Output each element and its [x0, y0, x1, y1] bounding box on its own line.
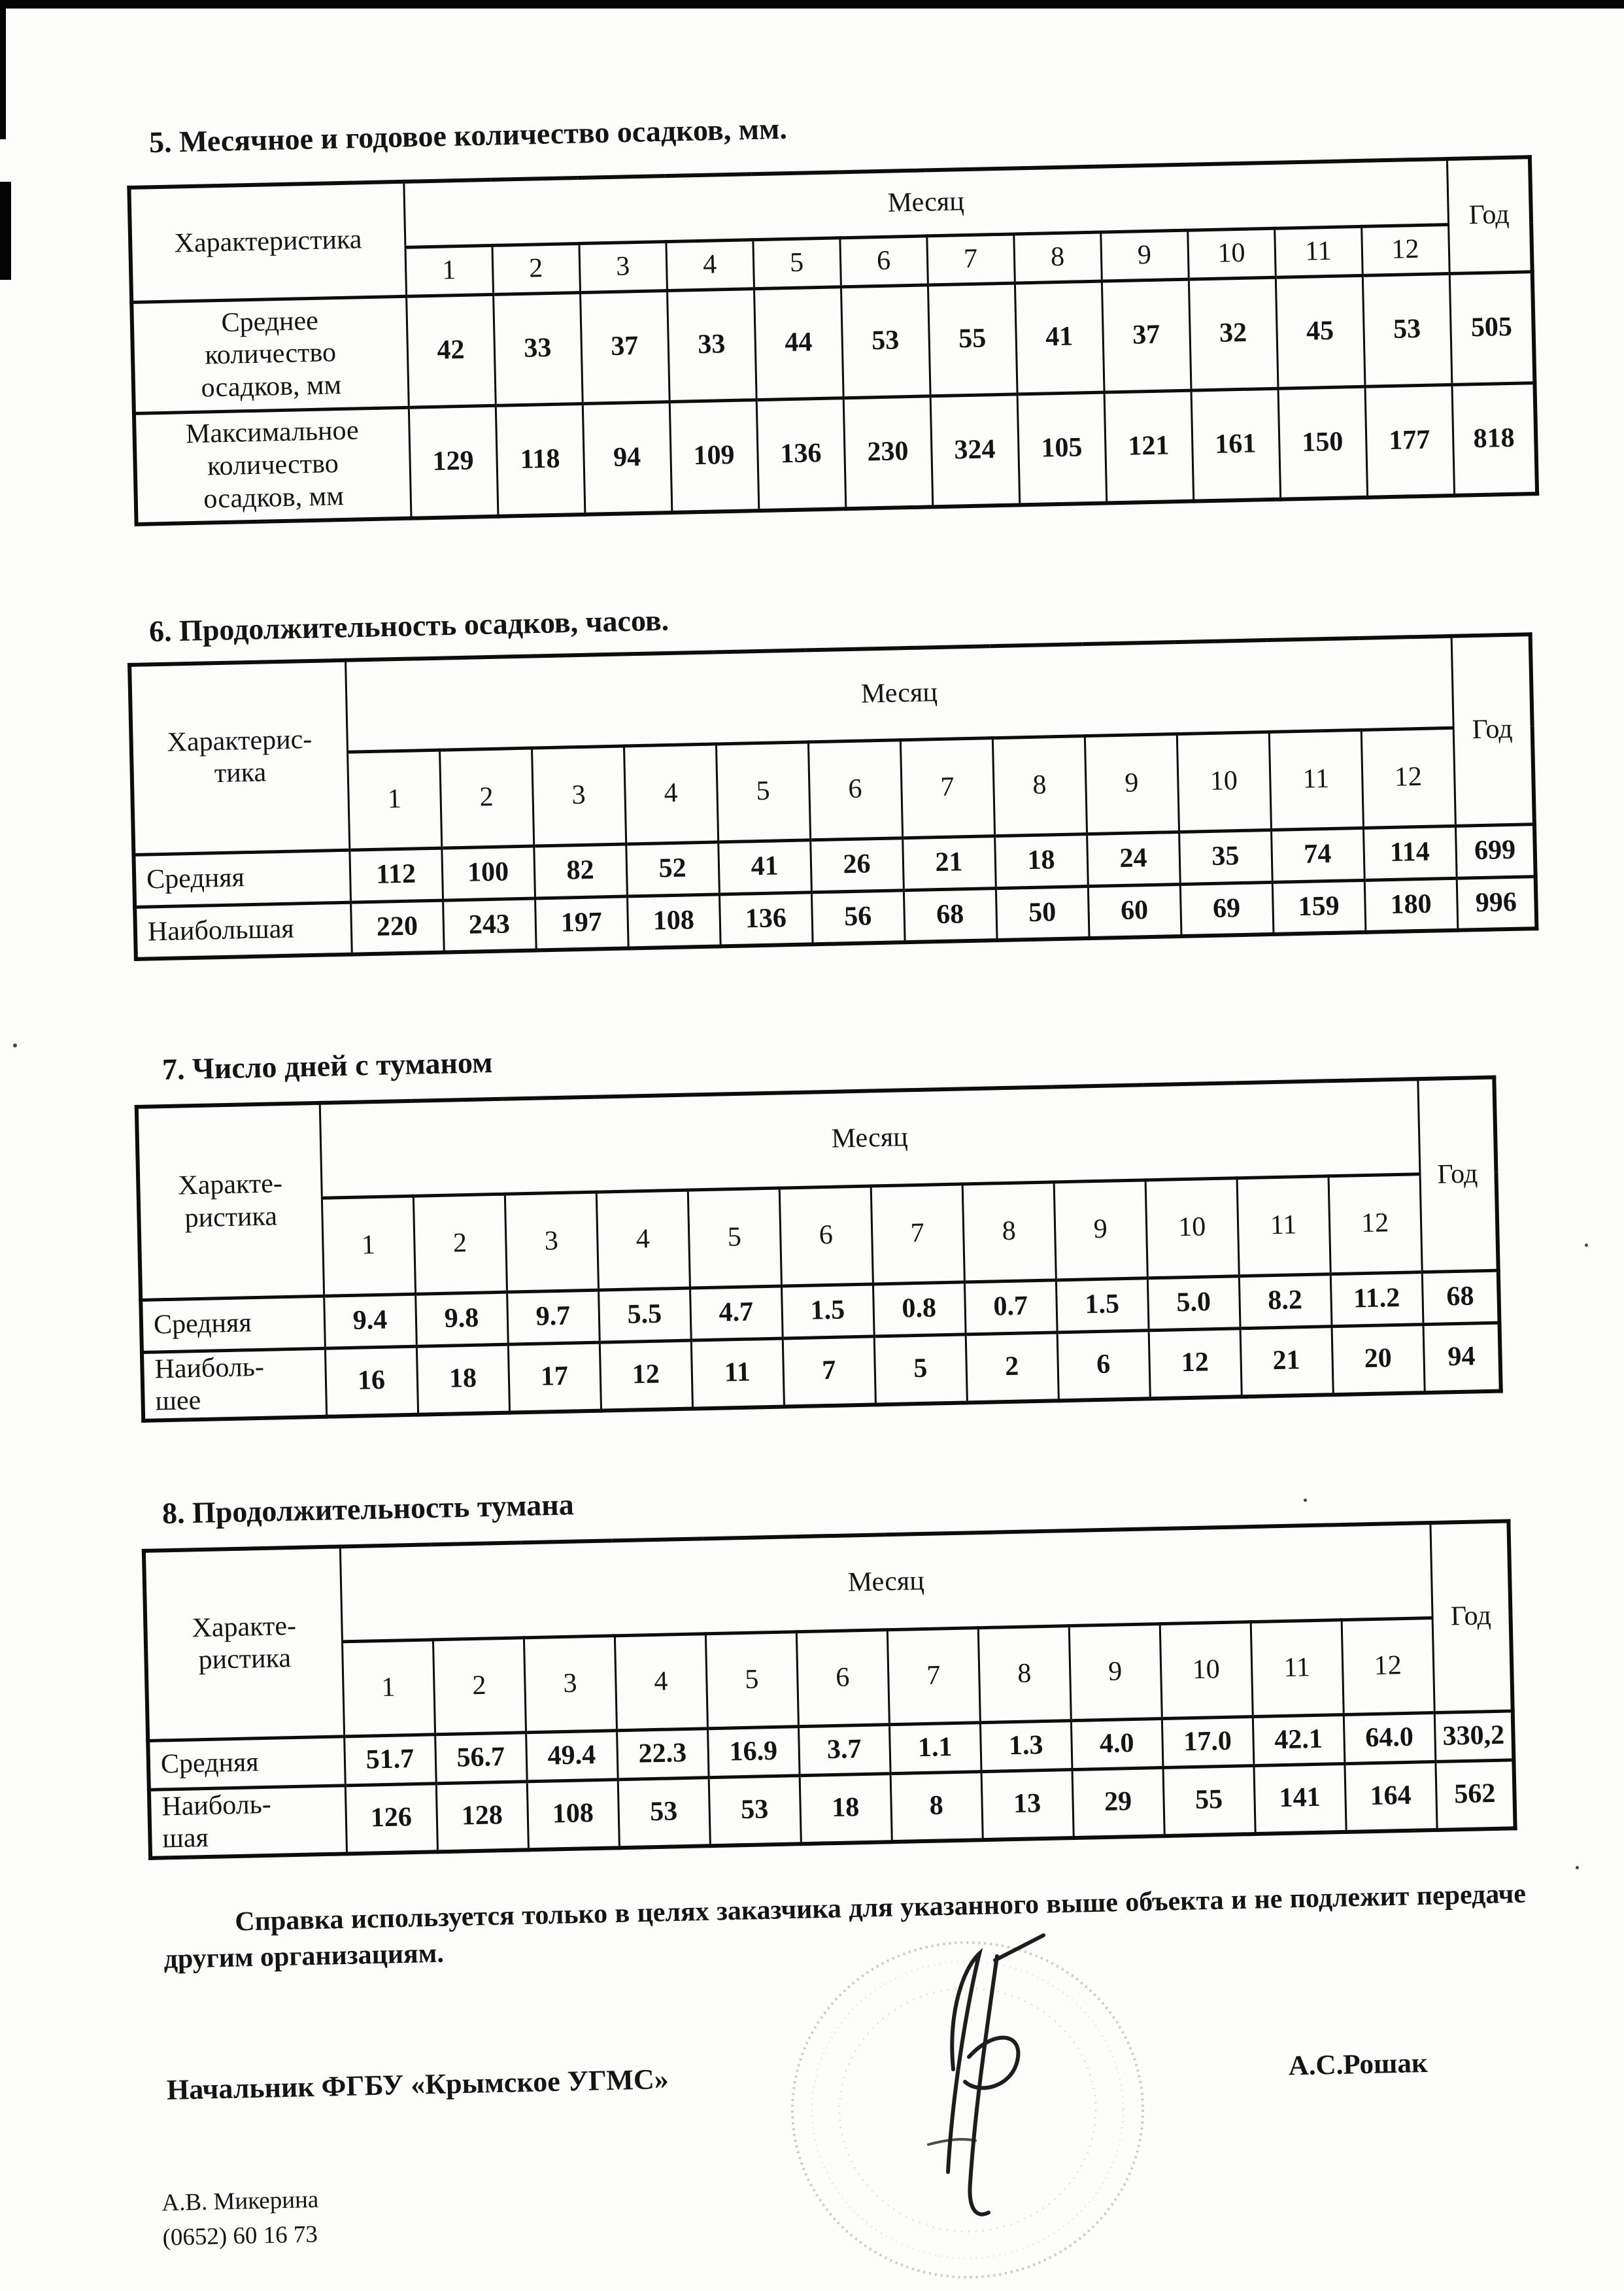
value-cell: 4.0 — [1071, 1718, 1163, 1769]
month-number: 6 — [779, 1185, 873, 1285]
value-cell: 18 — [800, 1774, 892, 1844]
value-cell: 53 — [1362, 273, 1452, 386]
value-cell: 41 — [1015, 281, 1104, 394]
month-number: 9 — [1100, 230, 1189, 281]
month-number: 11 — [1237, 1176, 1330, 1276]
value-cell: 18 — [416, 1344, 509, 1414]
value-cell: 22.3 — [617, 1729, 709, 1780]
month-number: 1 — [322, 1195, 415, 1295]
value-cell: 180 — [1364, 878, 1458, 932]
month-number: 5 — [753, 237, 841, 288]
value-cell: 114 — [1363, 826, 1457, 880]
value-cell: 17 — [508, 1342, 601, 1412]
value-cell: 1.5 — [781, 1283, 874, 1338]
value-cell: 8 — [890, 1771, 983, 1842]
value-cell: 136 — [756, 398, 846, 511]
value-cell: 243 — [443, 898, 536, 953]
value-cell: 5.5 — [598, 1287, 691, 1342]
value-cell: 82 — [533, 844, 627, 898]
value-cell: 13 — [981, 1769, 1074, 1840]
month-number: 9 — [1054, 1179, 1147, 1280]
month-number: 2 — [492, 243, 580, 294]
value-cell: 108 — [627, 894, 720, 949]
section-title-fog-duration: 8. Продолжительность тумана — [161, 1487, 575, 1531]
contact-person: А.В. Микерина — [161, 2186, 319, 2216]
year-value-cell: 562 — [1435, 1760, 1515, 1830]
month-number: 10 — [1145, 1178, 1239, 1278]
month-number: 9 — [1085, 734, 1179, 834]
value-cell: 1.5 — [1056, 1278, 1149, 1332]
month-number: 8 — [992, 736, 1087, 836]
value-cell: 21 — [1240, 1326, 1333, 1397]
row-label: Наиболь- шее — [142, 1348, 326, 1420]
month-number: 2 — [433, 1638, 526, 1735]
month-number: 9 — [1069, 1623, 1162, 1720]
value-cell: 60 — [1088, 884, 1181, 938]
value-cell: 21 — [902, 836, 996, 891]
value-cell: 64.0 — [1344, 1712, 1436, 1763]
value-cell: 53 — [841, 285, 930, 398]
value-cell: 9.4 — [324, 1293, 416, 1348]
year-header: Год — [1451, 635, 1534, 826]
value-cell: 56 — [811, 891, 905, 945]
value-cell: 112 — [349, 848, 443, 902]
month-number: 4 — [666, 239, 754, 290]
value-cell: 197 — [535, 896, 628, 951]
value-cell: 220 — [350, 900, 444, 955]
value-cell: 118 — [496, 403, 585, 517]
value-cell: 1.3 — [980, 1720, 1072, 1771]
characteristic-header: Характеристика — [129, 182, 406, 302]
value-cell: 230 — [843, 396, 933, 509]
month-number: 5 — [705, 1632, 798, 1729]
month-number: 8 — [1013, 232, 1102, 283]
value-cell: 7 — [783, 1336, 875, 1406]
month-number: 12 — [1361, 728, 1455, 828]
value-cell: 1.1 — [889, 1722, 981, 1773]
value-cell: 4.7 — [690, 1285, 783, 1340]
value-cell: 33 — [493, 292, 583, 405]
value-cell: 2 — [966, 1332, 1058, 1402]
month-number: 2 — [413, 1193, 507, 1293]
value-cell: 37 — [580, 290, 669, 403]
value-cell: 42.1 — [1253, 1714, 1345, 1765]
month-number: 3 — [579, 241, 667, 292]
month-number: 6 — [808, 740, 902, 840]
value-cell: 20 — [1332, 1324, 1425, 1395]
year-value-cell: 330,2 — [1434, 1711, 1514, 1762]
year-value-cell: 94 — [1423, 1322, 1501, 1392]
value-cell: 55 — [928, 283, 1017, 396]
signatory-name: А.С.Рошак — [1288, 2047, 1429, 2082]
month-number: 11 — [1269, 730, 1363, 830]
contact-phone: (0652) 60 16 73 — [162, 2220, 318, 2251]
month-number: 4 — [615, 1634, 707, 1731]
row-label: Наиболь- шая — [149, 1786, 347, 1858]
month-number: 11 — [1274, 226, 1362, 277]
value-cell: 177 — [1364, 384, 1454, 498]
month-number: 7 — [900, 738, 994, 838]
month-header: Месяц — [320, 1079, 1420, 1198]
value-cell: 17.0 — [1162, 1716, 1254, 1767]
value-cell: 164 — [1344, 1761, 1436, 1832]
value-cell: 52 — [626, 842, 719, 896]
characteristic-header: Характе- ристика — [137, 1102, 324, 1299]
value-cell: 53 — [618, 1778, 710, 1848]
value-cell: 5.0 — [1147, 1276, 1240, 1330]
value-cell: 109 — [669, 399, 759, 513]
value-cell: 26 — [810, 838, 904, 892]
month-number: 10 — [1187, 228, 1276, 279]
year-value-cell: 996 — [1457, 877, 1537, 931]
value-cell: 94 — [583, 401, 672, 515]
value-cell: 74 — [1271, 828, 1364, 882]
year-value-cell: 699 — [1455, 824, 1536, 879]
value-cell: 68 — [904, 889, 997, 943]
value-cell: 37 — [1102, 279, 1191, 392]
month-number: 12 — [1361, 224, 1449, 275]
value-cell: 12 — [1149, 1328, 1242, 1399]
month-number: 8 — [962, 1181, 1056, 1281]
value-cell: 42 — [406, 294, 496, 407]
value-cell: 33 — [667, 288, 756, 401]
value-cell: 121 — [1104, 390, 1194, 503]
month-header: Месяц — [403, 159, 1448, 247]
year-header: Год — [1430, 1521, 1513, 1713]
value-cell: 0.8 — [873, 1281, 966, 1336]
year-value-cell: 818 — [1452, 382, 1538, 496]
value-cell: 108 — [527, 1780, 619, 1850]
section-title-precipitation-duration: 6. Продолжительность осадков, часов. — [148, 603, 669, 649]
table-fog-duration — [142, 1519, 1517, 1860]
value-cell: 49.4 — [526, 1731, 618, 1782]
value-cell: 41 — [718, 840, 811, 894]
value-cell: 55 — [1162, 1765, 1255, 1836]
section-title-fog-days: 7. Число дней с туманом — [161, 1045, 493, 1087]
month-number: 2 — [439, 748, 533, 848]
value-cell: 16.9 — [707, 1727, 800, 1778]
value-cell: 24 — [1087, 832, 1180, 886]
table-precipitation-duration — [127, 633, 1539, 962]
signatory-position: Начальник ФГБУ «Крымское УГМС» — [166, 2063, 669, 2106]
signature-row — [166, 2046, 1428, 2107]
table-precipitation-amount — [127, 155, 1539, 526]
month-number: 1 — [405, 245, 493, 296]
value-cell: 3.7 — [798, 1725, 890, 1776]
value-cell: 35 — [1179, 830, 1272, 884]
value-cell: 11.2 — [1330, 1272, 1423, 1326]
row-label: Средняя — [148, 1737, 345, 1790]
year-value-cell: 505 — [1449, 271, 1535, 384]
month-number: 7 — [887, 1628, 980, 1725]
month-number: 1 — [347, 750, 441, 850]
value-cell: 6 — [1057, 1330, 1150, 1400]
value-cell: 69 — [1180, 882, 1274, 936]
value-cell: 18 — [994, 834, 1088, 888]
year-header: Год — [1447, 157, 1532, 273]
month-number: 12 — [1342, 1618, 1434, 1714]
row-label: Средняя — [141, 1295, 325, 1351]
section-title-precipitation-amount: 5. Месячное и годовое количество осадков, мм. — [148, 111, 788, 159]
value-cell: 128 — [436, 1782, 528, 1852]
value-cell: 29 — [1072, 1767, 1164, 1838]
month-number: 5 — [688, 1187, 781, 1287]
value-cell: 5 — [874, 1334, 967, 1404]
value-cell: 136 — [719, 892, 813, 947]
contact-block — [161, 2154, 1624, 2255]
value-cell: 100 — [441, 846, 535, 900]
value-cell: 150 — [1277, 386, 1367, 500]
row-label: Среднее количество осадков, мм — [131, 296, 409, 413]
month-header: Месяц — [340, 1523, 1432, 1641]
value-cell: 161 — [1191, 388, 1281, 501]
value-cell: 159 — [1272, 880, 1366, 934]
year-header: Год — [1417, 1077, 1498, 1271]
month-number: 3 — [532, 746, 626, 846]
value-cell: 105 — [1017, 392, 1107, 505]
value-cell: 56.7 — [435, 1733, 527, 1784]
value-cell: 129 — [409, 405, 498, 518]
month-number: 10 — [1160, 1621, 1253, 1718]
value-cell: 44 — [754, 286, 843, 399]
row-label: Наибольшая — [135, 902, 352, 959]
month-number: 6 — [796, 1630, 889, 1727]
value-cell: 9.7 — [507, 1289, 600, 1344]
characteristic-header: Характе- ристика — [144, 1547, 344, 1740]
month-number: 4 — [624, 744, 718, 844]
month-number: 8 — [978, 1625, 1071, 1722]
value-cell: 53 — [709, 1776, 801, 1846]
value-cell: 45 — [1276, 275, 1365, 388]
value-cell: 126 — [345, 1784, 437, 1854]
table-fog-days — [135, 1075, 1503, 1422]
characteristic-header: Характерис- тика — [129, 660, 349, 855]
value-cell: 11 — [691, 1338, 784, 1408]
month-number: 7 — [871, 1183, 964, 1283]
value-cell: 141 — [1253, 1763, 1345, 1834]
value-cell: 8.2 — [1239, 1274, 1332, 1328]
usage-note: Справка используется только в целях заказчика для указанного выше объекта и не подлежит передаче другим организациям. — [163, 1878, 1527, 1975]
month-number: 10 — [1177, 732, 1271, 832]
value-cell: 324 — [930, 394, 1020, 507]
month-number: 3 — [505, 1191, 598, 1291]
value-cell: 51.7 — [344, 1735, 436, 1786]
month-header: Месяц — [345, 636, 1453, 752]
value-cell: 12 — [600, 1340, 692, 1410]
month-number: 1 — [342, 1640, 435, 1737]
row-label: Максимальное количество осадков, мм — [134, 407, 411, 524]
month-number: 12 — [1328, 1174, 1421, 1274]
row-label: Средняя — [133, 850, 350, 907]
value-cell: 9.8 — [415, 1291, 508, 1346]
month-number: 6 — [839, 236, 928, 287]
month-number: 5 — [716, 742, 810, 842]
value-cell: 16 — [325, 1346, 418, 1416]
value-cell: 0.7 — [964, 1280, 1057, 1334]
month-number: 3 — [524, 1636, 617, 1733]
month-number: 7 — [926, 234, 1015, 285]
value-cell: 32 — [1189, 277, 1278, 390]
value-cell: 50 — [996, 886, 1089, 940]
year-value-cell: 68 — [1422, 1270, 1500, 1324]
month-number: 4 — [596, 1189, 690, 1289]
month-number: 11 — [1251, 1620, 1344, 1716]
